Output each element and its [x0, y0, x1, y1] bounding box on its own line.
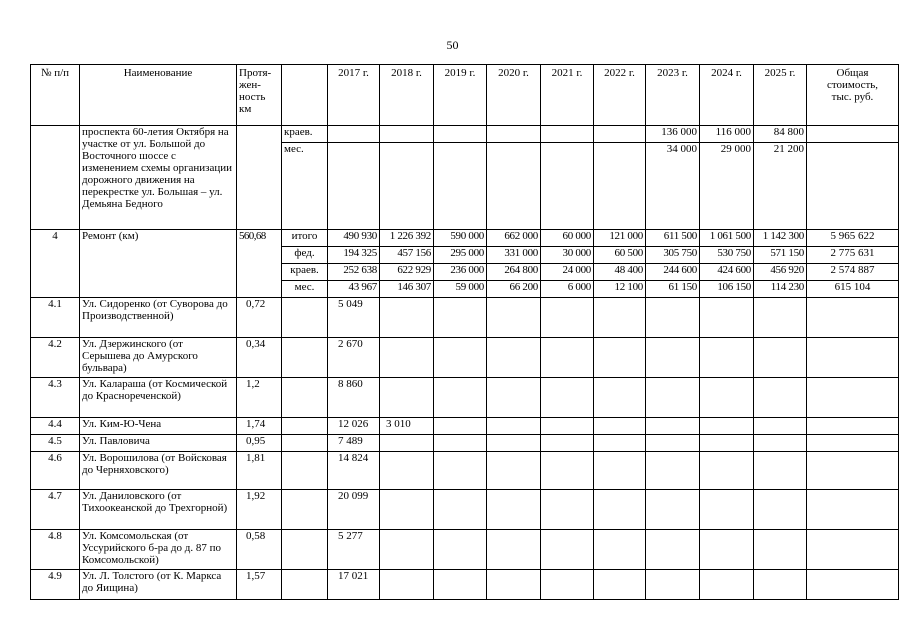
year-value: 30 000: [541, 247, 594, 264]
item-total: [807, 530, 899, 570]
year-value: 1 226 392: [380, 230, 434, 247]
item-row: [31, 452, 899, 490]
item-no: 4.8: [31, 530, 80, 570]
total-value: 615 104: [807, 281, 899, 298]
header-year: 2025 г.: [754, 65, 807, 126]
item-value-empty: [434, 490, 487, 530]
item-total: [807, 338, 899, 378]
item-total: [807, 378, 899, 418]
item-value-empty: [434, 452, 487, 490]
item-length: 1,57: [237, 570, 282, 600]
year-value: 305 750: [646, 247, 700, 264]
item-length: 1,2: [237, 378, 282, 418]
year-value: 48 400: [594, 264, 646, 281]
total-value: 2 574 887: [807, 264, 899, 281]
year-value: 424 600: [700, 264, 754, 281]
year-value: 252 638: [328, 264, 380, 281]
year-value: [594, 126, 646, 143]
item-length: 0,72: [237, 298, 282, 338]
funding-type: краев.: [282, 264, 328, 281]
item-value-empty: [487, 338, 541, 378]
item-total: [807, 418, 899, 435]
item-value-empty: [541, 418, 594, 435]
year-value: 1 061 500: [700, 230, 754, 247]
item-row: [31, 338, 899, 378]
item-value-2017: 20 099: [328, 490, 380, 530]
year-value: [380, 143, 434, 230]
item-no: 4.7: [31, 490, 80, 530]
header-year: 2021 г.: [541, 65, 594, 126]
header-row: [31, 65, 899, 126]
item-value-empty: [541, 570, 594, 600]
year-value: 60 500: [594, 247, 646, 264]
year-value: 59 000: [434, 281, 487, 298]
item-name: Ул. Павловича: [80, 435, 237, 452]
item-row: [31, 435, 899, 452]
item-value-empty: [646, 452, 700, 490]
year-value: 530 750: [700, 247, 754, 264]
continuation-length: [237, 126, 282, 230]
year-value: 236 000: [434, 264, 487, 281]
item-length: 0,95: [237, 435, 282, 452]
item-value-2018: [380, 570, 434, 600]
item-value-empty: [434, 298, 487, 338]
item-value-empty: [646, 378, 700, 418]
item-value-empty: [434, 435, 487, 452]
item-value-2017: 17 021: [328, 570, 380, 600]
header-length: Протя- жен- ность км: [237, 65, 282, 126]
item-value-empty: [700, 435, 754, 452]
item-value-empty: [646, 298, 700, 338]
item-value-empty: [594, 418, 646, 435]
year-value: 194 325: [328, 247, 380, 264]
item-value-empty: [434, 570, 487, 600]
item-row: [31, 530, 899, 570]
item-value-empty: [487, 298, 541, 338]
year-value: [328, 143, 380, 230]
item-row: [31, 418, 899, 435]
year-value: 590 000: [434, 230, 487, 247]
item-name: Ул. Комсомольская (от Уссурийского б-ра до д. 87 по Комсомольской): [80, 530, 237, 570]
item-row: [31, 298, 899, 338]
year-value: [594, 143, 646, 230]
item-value-empty: [754, 338, 807, 378]
year-value: 34 000: [646, 143, 700, 230]
item-value-2017: 2 670: [328, 338, 380, 378]
item-total: [807, 452, 899, 490]
item-name: Ул. Ворошилова (от Войсковая до Черняховского): [80, 452, 237, 490]
item-no: 4.9: [31, 570, 80, 600]
section-row: [31, 230, 899, 247]
year-value: 60 000: [541, 230, 594, 247]
item-type: [282, 378, 328, 418]
funding-type: фед.: [282, 247, 328, 264]
funding-type: итого: [282, 230, 328, 247]
item-value-empty: [594, 338, 646, 378]
item-total: [807, 435, 899, 452]
item-value-empty: [700, 452, 754, 490]
year-value: [541, 143, 594, 230]
item-no: 4.4: [31, 418, 80, 435]
year-value: 622 929: [380, 264, 434, 281]
item-value-empty: [434, 378, 487, 418]
year-value: 571 150: [754, 247, 807, 264]
item-value-empty: [487, 530, 541, 570]
item-type: [282, 298, 328, 338]
item-value-2018: [380, 298, 434, 338]
item-value-empty: [541, 452, 594, 490]
item-length: 1,74: [237, 418, 282, 435]
item-row: [31, 378, 899, 418]
item-value-2018: [380, 378, 434, 418]
item-value-empty: [646, 570, 700, 600]
total-value: [807, 143, 899, 230]
item-value-empty: [487, 418, 541, 435]
item-no: 4.5: [31, 435, 80, 452]
section-length: 560,68: [237, 230, 282, 298]
item-value-2018: [380, 435, 434, 452]
year-value: 264 800: [487, 264, 541, 281]
item-value-empty: [487, 570, 541, 600]
item-value-empty: [754, 378, 807, 418]
item-value-2018: [380, 490, 434, 530]
header-year: 2022 г.: [594, 65, 646, 126]
item-value-empty: [594, 490, 646, 530]
item-row: [31, 570, 899, 600]
header-year: 2023 г.: [646, 65, 700, 126]
item-value-empty: [754, 435, 807, 452]
item-length: 1,81: [237, 452, 282, 490]
year-value: 66 200: [487, 281, 541, 298]
item-name: Ул. Л. Толстого (от К. Маркса до Яищина): [80, 570, 237, 600]
year-value: 136 000: [646, 126, 700, 143]
item-no: 4.3: [31, 378, 80, 418]
item-value-empty: [646, 490, 700, 530]
year-value: 662 000: [487, 230, 541, 247]
item-name: Ул. Калараша (от Космической до Краснореченской): [80, 378, 237, 418]
continuation-name: проспекта 60-летия Октября на участке от ул. Большой до Восточного шоссе с изменением схемы организации дорожного движения на перекрестке ул. Большая – ул. Демьяна Бедного: [80, 126, 237, 230]
year-value: 244 600: [646, 264, 700, 281]
item-type: [282, 418, 328, 435]
year-value: [434, 126, 487, 143]
item-value-2017: 8 860: [328, 378, 380, 418]
year-value: 114 230: [754, 281, 807, 298]
item-value-empty: [700, 530, 754, 570]
item-type: [282, 452, 328, 490]
item-value-empty: [487, 435, 541, 452]
item-no: 4.6: [31, 452, 80, 490]
item-value-2017: 5 277: [328, 530, 380, 570]
year-value: [328, 126, 380, 143]
item-type: [282, 570, 328, 600]
total-value: 2 775 631: [807, 247, 899, 264]
total-value: 5 965 622: [807, 230, 899, 247]
year-value: [487, 143, 541, 230]
year-value: 295 000: [434, 247, 487, 264]
item-value-empty: [700, 378, 754, 418]
item-value-empty: [434, 338, 487, 378]
year-value: [434, 143, 487, 230]
item-value-empty: [700, 418, 754, 435]
item-value-2018: [380, 452, 434, 490]
header-type: [282, 65, 328, 126]
item-value-empty: [594, 435, 646, 452]
item-value-2017: 14 824: [328, 452, 380, 490]
item-name: Ул. Ким-Ю-Чена: [80, 418, 237, 435]
header-year: 2024 г.: [700, 65, 754, 126]
item-value-empty: [754, 452, 807, 490]
item-value-empty: [434, 530, 487, 570]
year-value: 146 307: [380, 281, 434, 298]
item-value-empty: [487, 378, 541, 418]
year-value: 1 142 300: [754, 230, 807, 247]
item-row: [31, 490, 899, 530]
item-value-empty: [594, 378, 646, 418]
total-value: [807, 126, 899, 143]
section-no: 4: [31, 230, 80, 298]
item-no: 4.1: [31, 298, 80, 338]
funding-type: мес.: [282, 143, 328, 230]
item-value-empty: [646, 338, 700, 378]
item-value-2018: [380, 530, 434, 570]
page-number: 50: [446, 38, 459, 52]
year-value: 43 967: [328, 281, 380, 298]
item-value-empty: [541, 435, 594, 452]
item-value-empty: [487, 452, 541, 490]
item-value-empty: [594, 570, 646, 600]
item-value-empty: [541, 530, 594, 570]
item-value-empty: [754, 490, 807, 530]
item-value-empty: [646, 435, 700, 452]
item-value-empty: [541, 378, 594, 418]
year-value: 121 000: [594, 230, 646, 247]
item-name: Ул. Даниловского (от Тихоокеанской до Трехгорной): [80, 490, 237, 530]
section-name: Ремонт (км): [80, 230, 237, 298]
item-value-empty: [754, 298, 807, 338]
item-value-empty: [594, 298, 646, 338]
year-value: 331 000: [487, 247, 541, 264]
funding-type: мес.: [282, 281, 328, 298]
item-value-2017: 12 026: [328, 418, 380, 435]
year-value: [380, 126, 434, 143]
header-year: 2017 г.: [328, 65, 380, 126]
item-value-2018: [380, 338, 434, 378]
item-value-2017: 7 489: [328, 435, 380, 452]
item-value-2018: 3 010: [380, 418, 434, 435]
year-value: 490 930: [328, 230, 380, 247]
item-value-empty: [700, 490, 754, 530]
continuation-no: [31, 126, 80, 230]
item-total: [807, 298, 899, 338]
item-total: [807, 570, 899, 600]
continuation-row: [31, 126, 899, 143]
year-value: 29 000: [700, 143, 754, 230]
item-length: 0,34: [237, 338, 282, 378]
year-value: 611 500: [646, 230, 700, 247]
item-value-empty: [487, 490, 541, 530]
year-value: 84 800: [754, 126, 807, 143]
header-name: Наименование: [80, 65, 237, 126]
item-no: 4.2: [31, 338, 80, 378]
item-value-empty: [434, 418, 487, 435]
year-value: 457 156: [380, 247, 434, 264]
year-value: 106 150: [700, 281, 754, 298]
funding-type: краев.: [282, 126, 328, 143]
item-value-empty: [541, 298, 594, 338]
year-value: 12 100: [594, 281, 646, 298]
item-type: [282, 435, 328, 452]
item-value-empty: [646, 530, 700, 570]
year-value: [487, 126, 541, 143]
item-value-empty: [594, 452, 646, 490]
item-value-empty: [700, 338, 754, 378]
budget-table: [30, 64, 899, 600]
year-value: 456 920: [754, 264, 807, 281]
item-value-empty: [594, 530, 646, 570]
header-year: 2018 г.: [380, 65, 434, 126]
item-length: 0,58: [237, 530, 282, 570]
item-value-empty: [541, 338, 594, 378]
item-value-empty: [700, 570, 754, 600]
year-value: 61 150: [646, 281, 700, 298]
item-value-empty: [700, 298, 754, 338]
year-value: 21 200: [754, 143, 807, 230]
header-no: № п/п: [31, 65, 80, 126]
item-total: [807, 490, 899, 530]
item-name: Ул. Дзержинского (от Серышева до Амурского бульвара): [80, 338, 237, 378]
item-value-empty: [646, 418, 700, 435]
item-value-empty: [754, 418, 807, 435]
item-length: 1,92: [237, 490, 282, 530]
item-name: Ул. Сидоренко (от Суворова до Производственной): [80, 298, 237, 338]
item-value-empty: [754, 530, 807, 570]
item-type: [282, 338, 328, 378]
header-total: Общая стоимость, тыс. руб.: [807, 65, 899, 126]
year-value: 6 000: [541, 281, 594, 298]
year-value: 116 000: [700, 126, 754, 143]
year-value: 24 000: [541, 264, 594, 281]
item-value-empty: [754, 570, 807, 600]
item-type: [282, 530, 328, 570]
item-value-2017: 5 049: [328, 298, 380, 338]
header-year: 2020 г.: [487, 65, 541, 126]
item-value-empty: [541, 490, 594, 530]
item-type: [282, 490, 328, 530]
year-value: [541, 126, 594, 143]
header-year: 2019 г.: [434, 65, 487, 126]
